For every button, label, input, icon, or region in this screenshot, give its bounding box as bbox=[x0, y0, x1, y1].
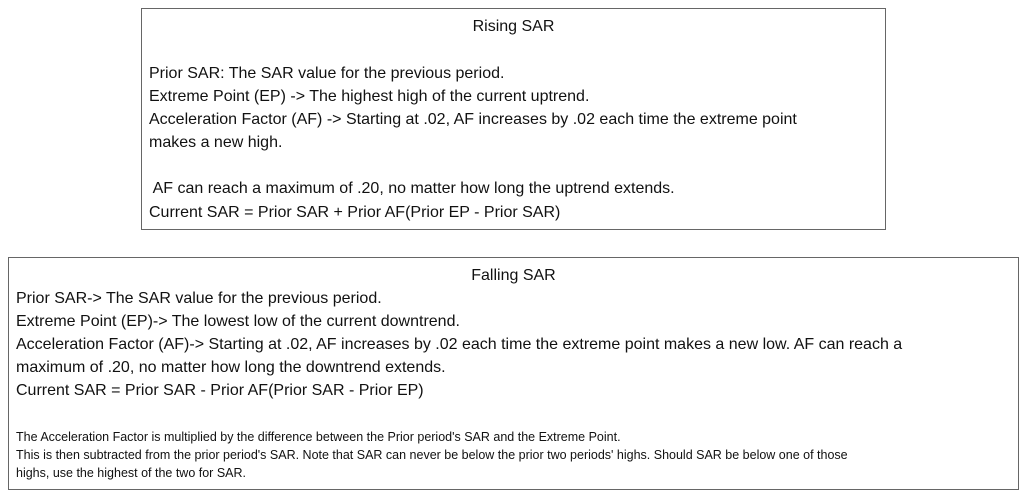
rising-acceleration-factor-line: Acceleration Factor (AF) -> Starting at .02, AF increases by .02 each time the extreme point bbox=[149, 111, 797, 128]
rising-sar-box bbox=[141, 8, 886, 230]
rising-acceleration-factor-line-cont: makes a new high. bbox=[149, 134, 283, 151]
falling-note-line-3: highs, use the highest of the two for SAR. bbox=[16, 466, 246, 480]
falling-sar-title: Falling SAR bbox=[471, 267, 556, 284]
rising-prior-sar-line: Prior SAR: The SAR value for the previous period. bbox=[149, 65, 505, 82]
falling-sar-box bbox=[8, 257, 1019, 490]
rising-af-max-line: AF can reach a maximum of .20, no matter how long the uptrend extends. bbox=[149, 180, 675, 197]
falling-prior-sar-line: Prior SAR-> The SAR value for the previous period. bbox=[16, 290, 382, 307]
rising-sar-title: Rising SAR bbox=[472, 18, 555, 35]
rising-extreme-point-line: Extreme Point (EP) -> The highest high of the current uptrend. bbox=[149, 88, 590, 105]
falling-current-sar-formula: Current SAR = Prior SAR - Prior AF(Prior SAR - Prior EP) bbox=[16, 382, 424, 399]
falling-acceleration-factor-line-cont: maximum of .20, no matter how long the downtrend extends. bbox=[16, 359, 446, 376]
falling-note-line-2: This is then subtracted from the prior period's SAR. Note that SAR can never be below the prior two periods' highs. Should SAR be below one of those bbox=[16, 448, 848, 462]
falling-acceleration-factor-line: Acceleration Factor (AF)-> Starting at .02, AF increases by .02 each time the extreme point makes a new low. AF can reach a bbox=[16, 336, 903, 353]
falling-extreme-point-line: Extreme Point (EP)-> The lowest low of the current downtrend. bbox=[16, 313, 460, 330]
rising-current-sar-formula: Current SAR = Prior SAR + Prior AF(Prior EP - Prior SAR) bbox=[149, 204, 561, 221]
falling-note-line-1: The Acceleration Factor is multiplied by the difference between the Prior period's SAR and the Extreme Point. bbox=[16, 430, 621, 444]
